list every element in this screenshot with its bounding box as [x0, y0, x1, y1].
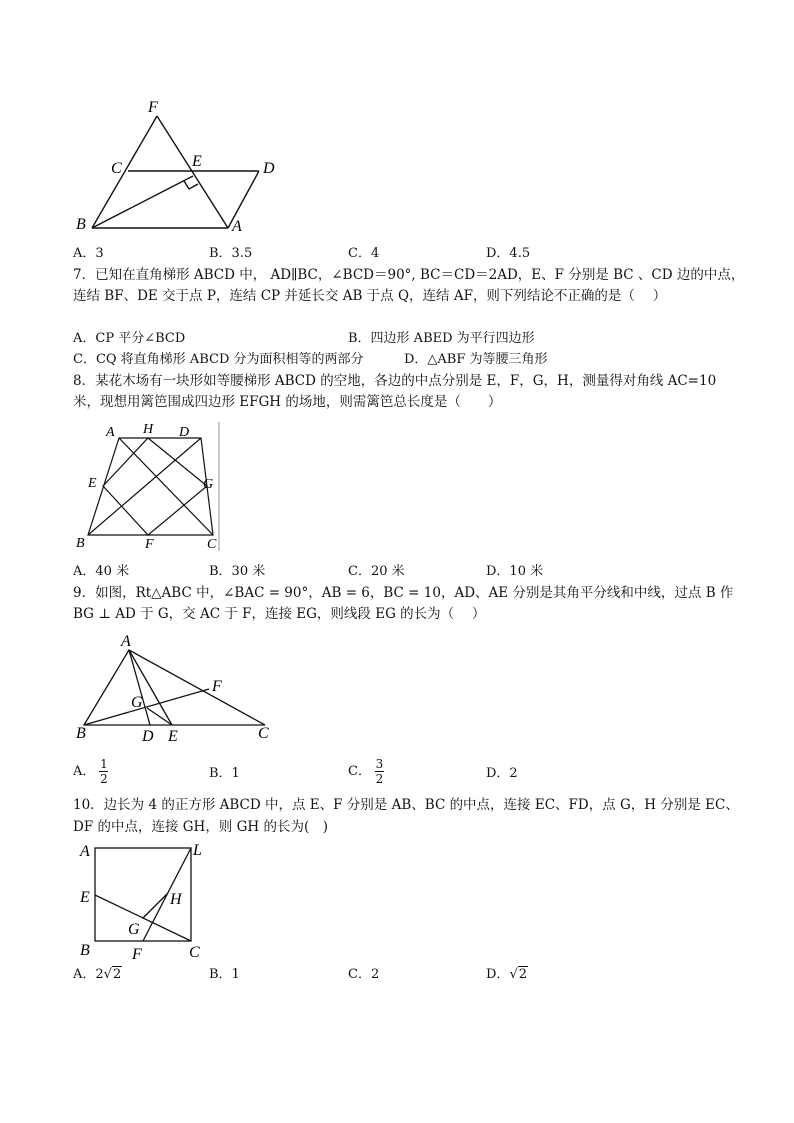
q8-option-c[interactable]: C．20 米	[348, 564, 405, 579]
label-F: F	[148, 99, 158, 116]
label-G: G	[203, 477, 214, 492]
q7-option-a[interactable]: A．CP 平分∠BCD	[73, 331, 186, 346]
label-B: B	[76, 216, 86, 233]
label-A: A	[106, 425, 115, 440]
label-C: C	[189, 944, 200, 961]
q10-option-d-prefix: D．	[486, 967, 510, 982]
label-E: E	[192, 153, 202, 170]
label-A: A	[121, 633, 131, 650]
q6-option-b[interactable]: B．3.5	[209, 246, 253, 261]
q8-option-b[interactable]: B．30 米	[209, 564, 266, 579]
label-G: G	[128, 921, 140, 938]
label-G: G	[131, 694, 143, 711]
label-C: C	[258, 725, 269, 742]
label-E: E	[80, 889, 90, 906]
q7-stem-line1: 7．已知在直角梯形 ABCD 中， AD∥BC，∠BCD＝90°, BC＝CD＝2AD，E、F 分别是 BC 、CD 边的中点，	[73, 267, 745, 283]
q8-option-a[interactable]: A．40 米	[73, 564, 130, 579]
segment-GH	[143, 894, 167, 918]
coefficient: 2	[95, 967, 104, 982]
label-D: D	[142, 728, 154, 745]
q10-option-b[interactable]: B．1	[209, 967, 240, 982]
q6-option-c[interactable]: C．4	[348, 246, 380, 261]
radicand: 2	[112, 967, 122, 982]
label-C: C	[111, 160, 122, 177]
q10-option-a-prefix: A．	[73, 967, 96, 982]
label-E: E	[168, 728, 178, 745]
numerator: 3	[375, 757, 384, 771]
label-D: D	[263, 160, 275, 177]
label-H: H	[143, 422, 154, 437]
q8-option-d[interactable]: D．10 米	[486, 564, 544, 579]
radicand: 2	[518, 967, 528, 982]
sqrt-expression: √2	[103, 967, 122, 982]
q9-stem-line2: BG ⊥ AD 于 G，交 AC 于 F，连接 EG，则线段 EG 的长为（ ）	[73, 606, 486, 622]
label-B: B	[76, 725, 86, 742]
q10-option-d[interactable]	[486, 966, 528, 984]
q7-option-d[interactable]: D．△ABF 为等腰三角形	[404, 352, 548, 367]
label-B: B	[76, 536, 85, 551]
q7-option-c[interactable]: C．CQ 将直角梯形 ABCD 分为面积相等的两部分	[73, 352, 364, 367]
q6-option-a[interactable]: A．3	[73, 246, 104, 261]
label-B: B	[80, 942, 90, 959]
q9-option-b[interactable]: B．1	[209, 766, 240, 781]
label-A: A	[80, 843, 90, 860]
q8-stem-line1: 8．某花木场有一块形如等腰梯形 ABCD 的空地，各边的中点分别是 E，F，G，H，测量得对角线 AC=10	[73, 373, 717, 389]
label-F: F	[132, 946, 142, 963]
q10-stem-line1: 10．边长为 4 的正方形 ABCD 中，点 E、F 分别是 AB、BC 的中点，连接 EC、FD，点 G，H 分别是 EC、	[73, 797, 739, 813]
q10-option-c[interactable]: C．2	[348, 967, 380, 982]
sqrt-expression: √2	[509, 967, 528, 982]
q8-stem-line2: 米，现想用篱笆围成四边形 EFGH 的场地，则需篱笆总长度是（ ）	[73, 394, 502, 410]
label-F: F	[212, 678, 222, 695]
q7-stem-line2: 连结 BF、DE 交于点 P，连结 CP 并延长交 AB 于点 Q，连结 AF，则下列结论不正确的是（ ）	[73, 288, 667, 304]
q9-option-d[interactable]: D．2	[486, 766, 518, 781]
q9-stem-line1: 9．如图，Rt△ABC 中，∠BAC = 90°，AB = 6，BC = 10，AD、AE 分别是其角平分线和中线，过点 B 作	[73, 585, 734, 601]
denominator: 2	[100, 772, 108, 786]
label-H: H	[170, 891, 182, 908]
numerator: 1	[100, 757, 108, 771]
q9-option-a-prefix: A．	[73, 764, 96, 779]
label-F: F	[145, 537, 154, 552]
label-L: L	[193, 842, 202, 859]
q10-stem-line2: DF 的中点，连接 GH，则 GH 的长为( )	[73, 819, 329, 835]
label-E: E	[88, 476, 97, 491]
q10-option-a[interactable]	[73, 966, 122, 984]
q9-option-c-prefix: C．	[348, 764, 371, 779]
q7-option-b[interactable]: B．四边形 ABED 为平行四边形	[348, 331, 535, 346]
q6-option-d[interactable]: D．4.5	[486, 246, 531, 261]
label-A: A	[232, 218, 242, 235]
label-D: D	[179, 425, 190, 440]
denominator: 2	[375, 772, 384, 786]
label-C: C	[207, 537, 217, 552]
